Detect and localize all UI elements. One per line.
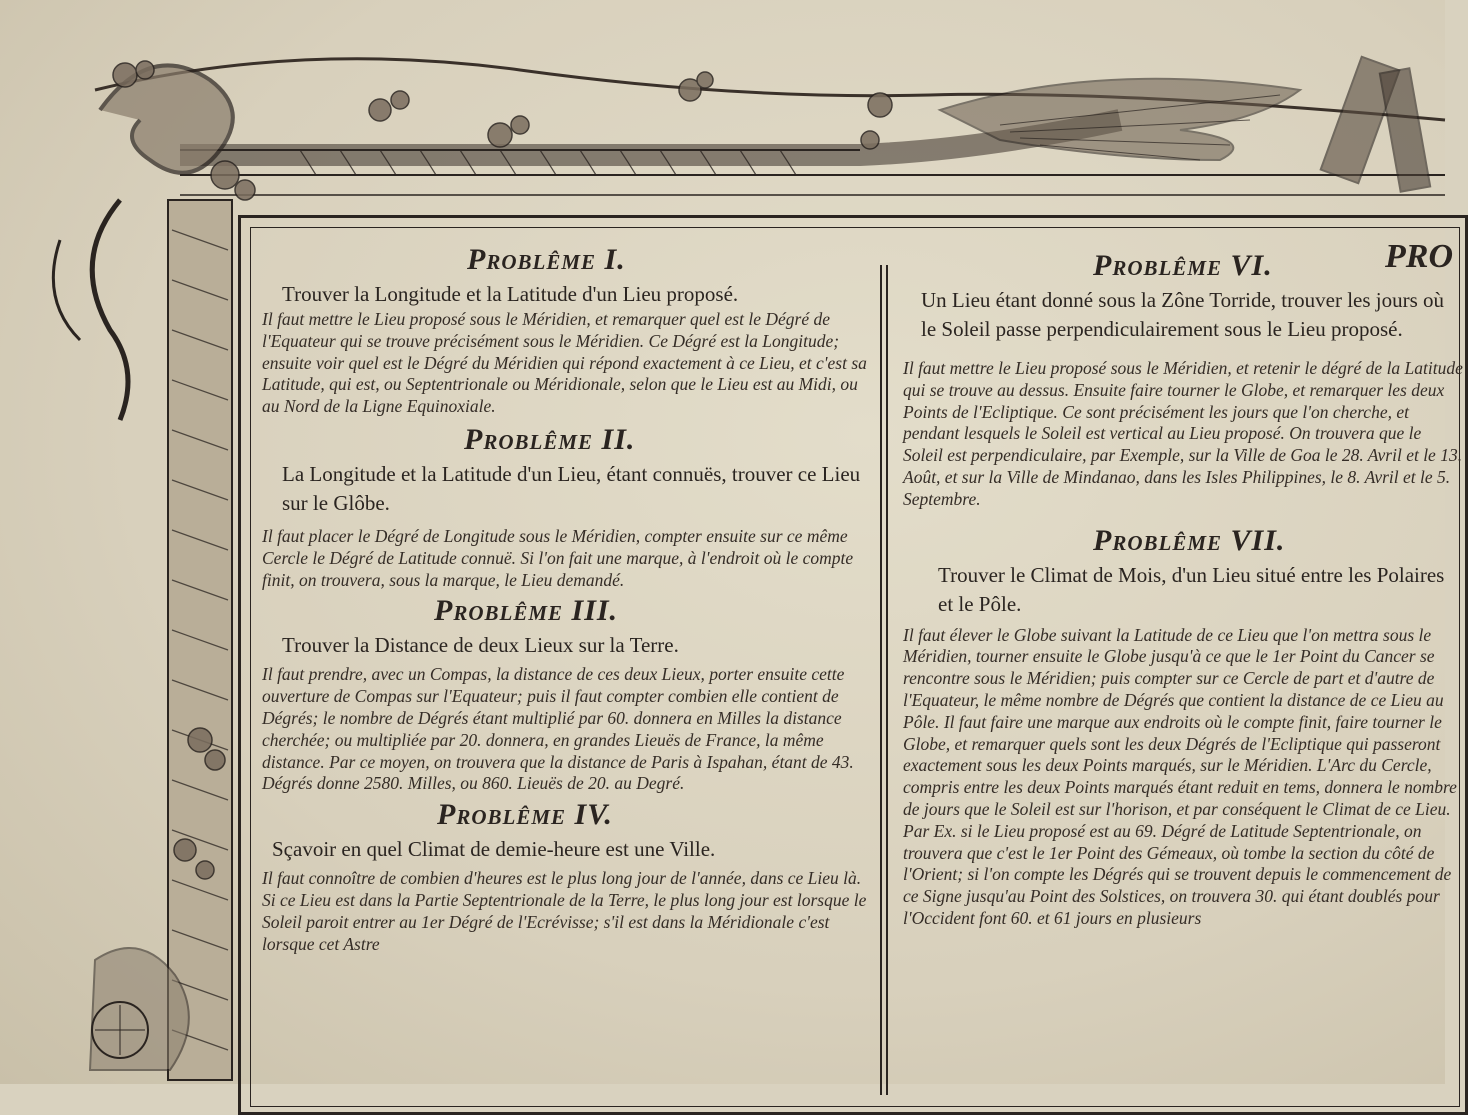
problem-1-content — [262, 280, 874, 418]
problem-7-title: Trouver le Climat de Mois, d'un Lieu situé entre les Polaires et le Pôle. — [938, 562, 1445, 616]
problem-4-body: Il faut connoître de combien d'heures est le plus long jour de l'année, dans ce Lieu là. Si ce Lieu est dans la Partie Septentrionale de la Terre, le plus long jour est lorsque le Soleil paroit entrer au 1er Dégré de l'Ecrévisse; s'il est dans la Méridionale c'est lorsque cet Astre — [262, 868, 867, 954]
problem-7 — [903, 521, 1463, 561]
problem-1-body: Il faut mettre le Lieu proposé sous le Méridien, et remarquer quel est le Dégré de l'Equateur qui se trouve précisément sous le Méridien. Ce Dégré est la Longitude; ensuite voir quel est le Dégré du Méridien qui répond exactement à ce Lieu, et c'est sa Latitude, qui est, ou Septentrionale ou Méridionale, selon que le Lieu est au Midi, ou au Nord de la Ligne Equinoxiale. — [262, 309, 867, 417]
problem-7-content — [903, 561, 1463, 930]
problem-3-title: Trouver la Distance de deux Lieux sur la Terre. — [282, 633, 679, 658]
problem-3 — [262, 591, 874, 631]
problem-7-body: Il faut élever le Globe suivant la Latitude de ce Lieu que l'on mettra sous le Méridien, tourner ensuite le Globe jusqu'à ce que le 1er Point du Cancer se rencontre sous le Méridien; puis compter sur ce Cercle de part et d'autre de l'Equateur, le même nombre de Dégrés que contient la distance de ce Lieu au Pôle. Il faut faire une marque aux endroits où le compte finit, faire tourner le Globe, et remarquer quels sont les deux Dégrés de l'Ecliptique qui passeront exactement sous les deux Points marqués, sur le Méridien. L'Arc du Cercle, compris entre les deux Points marqués étant reduit en tems, donnera le nombre de jours que le Soleil est sur l'horison, et par conséquent le Climat de ce Lieu. Par Ex. si le Lieu proposé est au 69. Dégré de Latitude Septentrionale, on trouvera que c'est le 1er Point des Gémeaux, où tombe la section du côté de l'Orient; si l'on compte les Dégrés qui se trouvent depuis le commencement de ce Signe jusqu'au Point des Solstices, on trouvera 30. qui étant doublés pour l'Occident font 60. et 61 jours en plusieurs — [903, 624, 1457, 928]
corner-heading: PRO — [1385, 238, 1453, 275]
problem-6-body: Il faut mettre le Lieu proposé sous le Méridien, et retenir le dégré de la Latitude qui se trouve au dessus. Ensuite faire tourner le Globe, et remarquer les deux Points de l'Ecliptique. Ce sont précisément les jours que l'on cherche, et pendant lesquels le Soleil est vertical au Lieu proposé. On trouvera que le Soleil est perpendiculaire, par Exemple, sur la Ville de Goa le 28. Avril et le 13. Août, et sur la Ville de Mindanao, dans les Isles Philippines, le 8. Avril et le 5. Septembre. — [903, 358, 1463, 509]
problem-2-content — [262, 460, 874, 591]
problem-4 — [262, 795, 874, 835]
left-column — [262, 240, 874, 955]
problem-7-heading: Problême VII. — [1093, 523, 1286, 557]
column-divider — [880, 265, 888, 1095]
problem-6 — [903, 246, 1463, 286]
problem-4-content — [262, 835, 874, 955]
problem-4-heading: Problême IV. — [437, 798, 613, 832]
problem-3-body: Il faut prendre, avec un Compas, la distance de ces deux Lieux, porter ensuite cette ouverture de Compas sur l'Equateur; puis il faut compter combien elle contient de Dégrés; le nombre de Dégrés étant multiplié par 60. donnera en Milles la distance cherchée; ou multipliée par 20. donnera, en grandes Lieuës de France, la même distance. Par ce moyen, on trouvera que la distance de Paris à Ispahan, étant de 43. Dégrés donne 2580. Milles, ou 860. Lieuës de 20. au Degré. — [262, 664, 854, 794]
right-column — [903, 240, 1463, 930]
problem-6-heading: Problême VI. — [1093, 249, 1273, 282]
problem-1-heading: Problême I. — [467, 243, 626, 276]
problem-2-body: Il faut placer le Dégré de Longitude sous le Méridien, compter ensuite sur ce même Cercle le Dégré de Latitude connuë. Si l'on fait une marque, à l'endroit où le compte finit, on trouvera, sous la marque, le Lieu demandé. — [262, 525, 854, 590]
problem-3-heading: Problême III. — [434, 594, 619, 628]
problem-4-title: Sçavoir en quel Climat de demie-heure est une Ville. — [272, 837, 716, 862]
problem-2-title: La Longitude et la Latitude d'un Lieu, étant connuës, trouver ce Lieu sur le Glôbe. — [282, 461, 861, 515]
problem-3-content — [262, 631, 874, 795]
problem-6-content — [903, 286, 1463, 511]
problem-2-heading: Problême II. — [464, 422, 636, 456]
problem-2 — [262, 420, 874, 460]
problem-1-title: Trouver la Longitude et la Latitude d'un Lieu proposé. — [282, 282, 739, 306]
problem-1 — [262, 240, 874, 280]
problem-6-title: Un Lieu étant donné sous la Zône Torride, trouver les jours où le Soleil passe perpendiculairement sous le Lieu proposé. — [921, 288, 1445, 341]
